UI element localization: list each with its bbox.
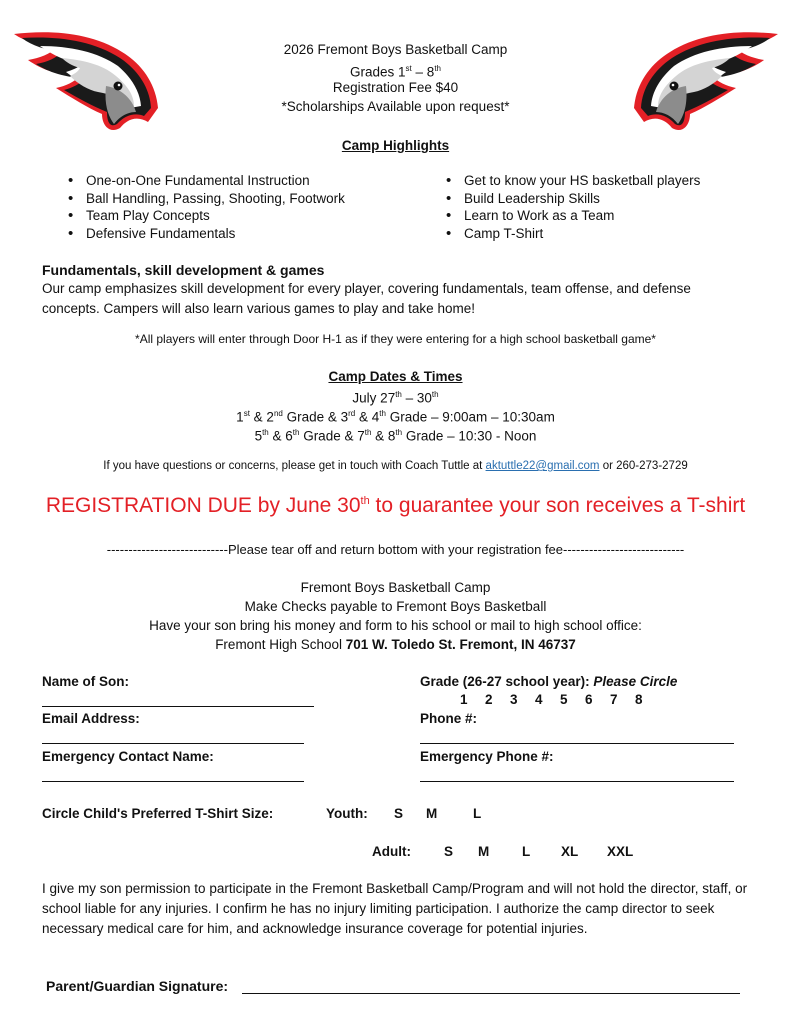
youth-size-s[interactable]: S <box>394 806 404 821</box>
grade-options <box>460 692 660 707</box>
grades-line: Grades 1st – 8th <box>350 64 441 80</box>
name-of-son-label: Name of Son: <box>42 674 130 689</box>
grade-option[interactable]: 7 <box>610 692 618 707</box>
signature-label: Parent/Guardian Signature: <box>46 978 229 994</box>
grade-option[interactable]: 3 <box>510 692 518 707</box>
email-address-field[interactable] <box>42 743 304 744</box>
grade-option[interactable]: 8 <box>635 692 643 707</box>
adult-size-s[interactable]: S <box>444 844 454 859</box>
door-note: *All players will enter through Door H-1 as if they were entering for a high school basketball game* <box>135 332 656 346</box>
phone-label: Phone #: <box>420 711 478 726</box>
list-item: • Camp T-Shirt <box>440 225 700 243</box>
delivery-instructions: Have your son bring his money and form to his school or mail to high school office: <box>149 618 642 633</box>
highlights-right-list <box>440 172 700 242</box>
emergency-phone-field[interactable] <box>420 781 734 782</box>
adult-size-xxl[interactable]: XXL <box>607 844 634 859</box>
tshirt-size-label: Circle Child's Preferred T-Shirt Size: <box>42 806 274 821</box>
email-address-label: Email Address: <box>42 711 140 726</box>
email-link[interactable]: aktuttle22@gmail.com <box>485 460 600 472</box>
list-item: • Build Leadership Skills <box>440 190 700 208</box>
grade-option[interactable]: 4 <box>535 692 543 707</box>
phone-field[interactable] <box>420 743 734 744</box>
grade-option[interactable]: 2 <box>485 692 493 707</box>
name-of-son-field[interactable] <box>42 706 314 707</box>
emergency-contact-name-label: Emergency Contact Name: <box>42 749 214 764</box>
grade-option[interactable]: 6 <box>585 692 593 707</box>
camp-title: 2026 Fremont Boys Basketball Camp <box>283 42 508 57</box>
signature-field[interactable] <box>242 993 740 994</box>
permission-waiver: I give my son permission to participate in the Fremont Basketball Camp/Program and will not hold the director, staff, or school liable for any injuries. I confirm he has no injury limiting participation. I authorize the camp director to seek necessary medical care for him, and acknowledge insurance coverage for potential injuries. <box>42 881 748 936</box>
list-item: • Learn to Work as a Team <box>440 207 700 225</box>
list-item: • Get to know your HS basketball players <box>440 172 700 190</box>
youth-size-l[interactable]: L <box>473 806 482 821</box>
contact-line: If you have questions or concerns, please get in touch with Coach Tuttle at aktuttle22@gmail.com or 260-273-2729 <box>103 460 688 472</box>
dates-heading: Camp Dates & Times <box>328 369 463 384</box>
fundamentals-heading: Fundamentals, skill development & games <box>42 262 325 278</box>
school-address: Fremont High School 701 W. Toledo St. Fremont, IN 46737 <box>215 637 576 652</box>
highlights-heading: Camp Highlights <box>341 138 450 153</box>
adult-size-xl[interactable]: XL <box>561 844 579 859</box>
session-2: 5th & 6th Grade & 7th & 8th Grade – 10:30 - Noon <box>254 428 537 444</box>
emergency-phone-label: Emergency Phone #: <box>420 749 554 764</box>
scholarships-note: *Scholarships Available upon request* <box>281 99 510 114</box>
fundamentals-body: Our camp emphasizes skill development for every player, covering fundamentals, team offense, and defense concepts. Campers will also learn various games to play and take home! <box>42 281 691 316</box>
highlights-left-list <box>62 172 345 242</box>
youth-size-m[interactable]: M <box>426 806 438 821</box>
list-item: • One-on-One Fundamental Instruction <box>62 172 345 190</box>
registration-deadline: REGISTRATION DUE by June 30th to guarantee your son receives a T-shirt <box>45 494 746 517</box>
grade-option[interactable]: 1 <box>460 692 468 707</box>
grade-option[interactable]: 5 <box>560 692 568 707</box>
form-title: Fremont Boys Basketball Camp <box>300 580 491 595</box>
adult-size-l[interactable]: L <box>522 844 531 859</box>
adult-size-m[interactable]: M <box>478 844 490 859</box>
session-1: 1st & 2nd Grade & 3rd & 4th Grade – 9:00am – 10:30am <box>236 409 555 425</box>
checks-payable: Make Checks payable to Fremont Boys Basketball <box>244 599 547 614</box>
list-item: • Team Play Concepts <box>62 207 345 225</box>
emergency-contact-name-field[interactable] <box>42 781 304 782</box>
list-item: • Ball Handling, Passing, Shooting, Footwork <box>62 190 345 208</box>
dates-range: July 27th – 30th <box>352 390 439 406</box>
youth-label: Youth: <box>326 806 368 821</box>
grade-label: Grade (26-27 school year): Please Circle <box>420 674 678 689</box>
tear-off-line: ----------------------------Please tear off and return bottom with your registration fee---------------------------- <box>106 542 685 557</box>
registration-fee: Registration Fee $40 <box>332 80 459 95</box>
adult-label: Adult: <box>372 844 411 859</box>
list-item: • Defensive Fundamentals <box>62 225 345 243</box>
